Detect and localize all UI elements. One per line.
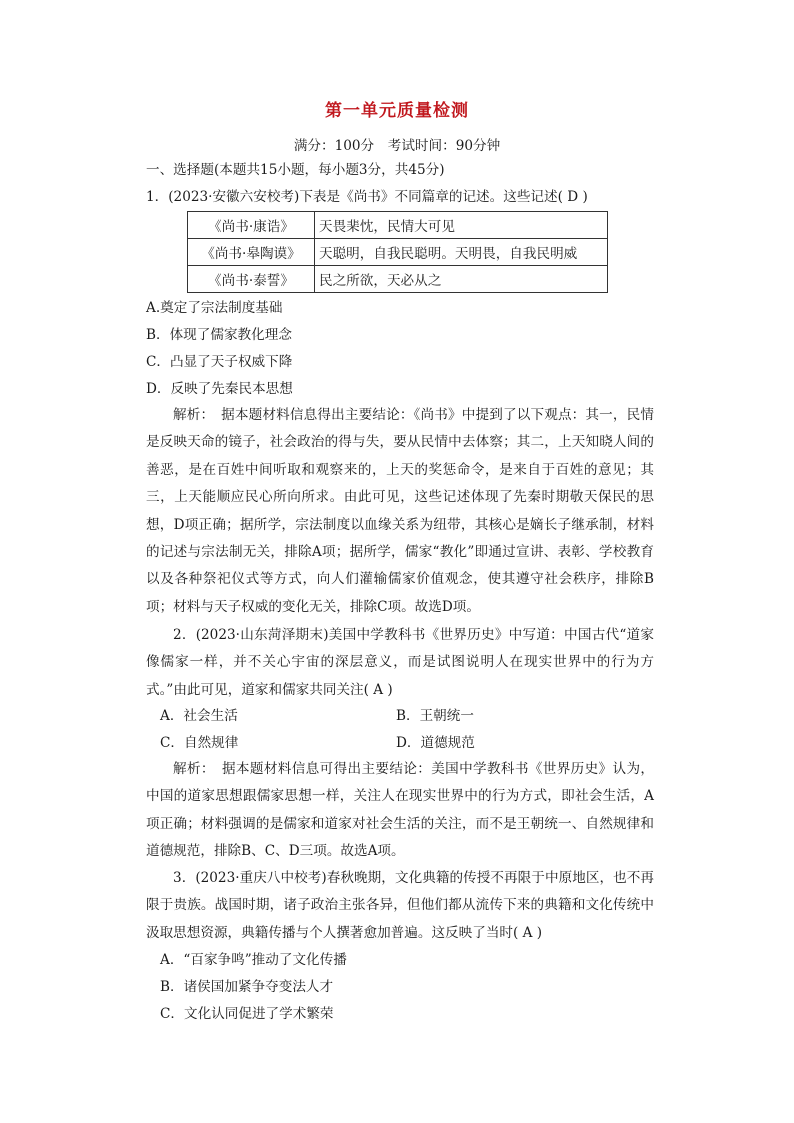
q2-option-d: D．道德规范 <box>396 735 475 751</box>
q3-option-c: C．文化认同促进了学术繁荣 <box>160 1006 334 1022</box>
q1-option-d: D．反映了先秦民本思想 <box>146 381 293 397</box>
q2-option-c: C．自然规律 <box>160 735 239 751</box>
q3-stem: 3．(2023·重庆八中校考)春秋晚期，文化典籍的传授不再限于中原地区，也不再限于贵族。战国时期，诸子政治主张各异，但他们都从流传下来的典籍和文化传统中汲取思想资源，典籍传播与个人撰著愈加普遍。这反映了当时( A ) <box>146 870 654 941</box>
exam-meta: 满分：100分 考试时间：90分钟 <box>293 138 501 154</box>
q1-analysis: 解析： 据本题材料信息得出主要结论：《尚书》中提到了以下观点：其一，民情是反映天命的镜子，社会政治的得与失，要从民情中去体察；其二，上天知晓人间的善恶，是在百姓中间听取和观察来的，上天的奖惩命令，是来自于百姓的意见；其三，上天能顺应民心所向所求。由此可见，这些记述体现了先秦时期敬天保民的思想，D项正确；据所学，宗法制度以血缘关系为纽带，其核心是嫡长子继承制，材料的记述与宗法制无关，排除A项；据所学，儒家“教化”即通过宣讲、表彰、学校教育以及各种祭祀仪式等方式，向人们灌输儒家价值观念，使其遵守社会秩序，排除B项；材料与天子权威的变化无关，排除C项。故选D项。 <box>146 407 654 615</box>
q3-option-a: A．“百家争鸣”推动了文化传播 <box>160 952 347 968</box>
table-row <box>188 266 608 293</box>
q3-option-b: B．诸侯国加紧争夺变法人才 <box>160 979 334 995</box>
table-row <box>188 212 608 239</box>
q1-option-b: B．体现了儒家教化理念 <box>146 327 292 343</box>
table-cell: 《尚书·泰誓》 <box>188 266 315 293</box>
table-cell: 天聪明，自我民聪明。天明畏，自我民明威 <box>315 239 608 266</box>
q2-analysis: 解析： 据本题材料信息可得出主要结论：美国中学教科书《世界历史》认为，中国的道家思想跟儒家思想一样，关注人在现实世界中的行为方式，即社会生活，A项正确；材料强调的是儒家和道家对社会生活的关注，而不是王朝统一、自然规律和道德规范，排除B、C、D三项。故选A项。 <box>146 761 654 860</box>
table-cell: 《尚书·康诰》 <box>188 212 315 239</box>
q2-stem: 2．(2023·山东菏泽期末)美国中学教科书《世界历史》中写道：中国古代“道家像儒家一样，并不关心宇宙的深层意义，而是试图说明人在现实世界中的行为方式。”由此可见，道家和儒家共同关注( A ) <box>146 627 654 698</box>
table-row <box>188 239 608 266</box>
table-cell: 民之所欲，天必从之 <box>315 266 608 293</box>
table-cell: 《尚书·皋陶谟》 <box>188 239 315 266</box>
page-title: 第一单元质量检测 <box>325 101 469 121</box>
q1-source-table <box>187 211 608 293</box>
q1-option-a: A.奠定了宗法制度基础 <box>146 300 283 316</box>
q1-stem: 1．(2023·安徽六安校考)下表是《尚书》不同篇章的记述。这些记述( D ) <box>146 189 588 205</box>
section-heading: 一、选择题(本题共15小题，每小题3分，共45分) <box>146 162 445 178</box>
q1-option-c: C．凸显了天子权威下降 <box>146 354 293 370</box>
q2-option-a: A．社会生活 <box>160 708 238 724</box>
q2-option-b: B．王朝统一 <box>396 708 474 724</box>
table-cell: 天畏棐忱，民情大可见 <box>315 212 608 239</box>
